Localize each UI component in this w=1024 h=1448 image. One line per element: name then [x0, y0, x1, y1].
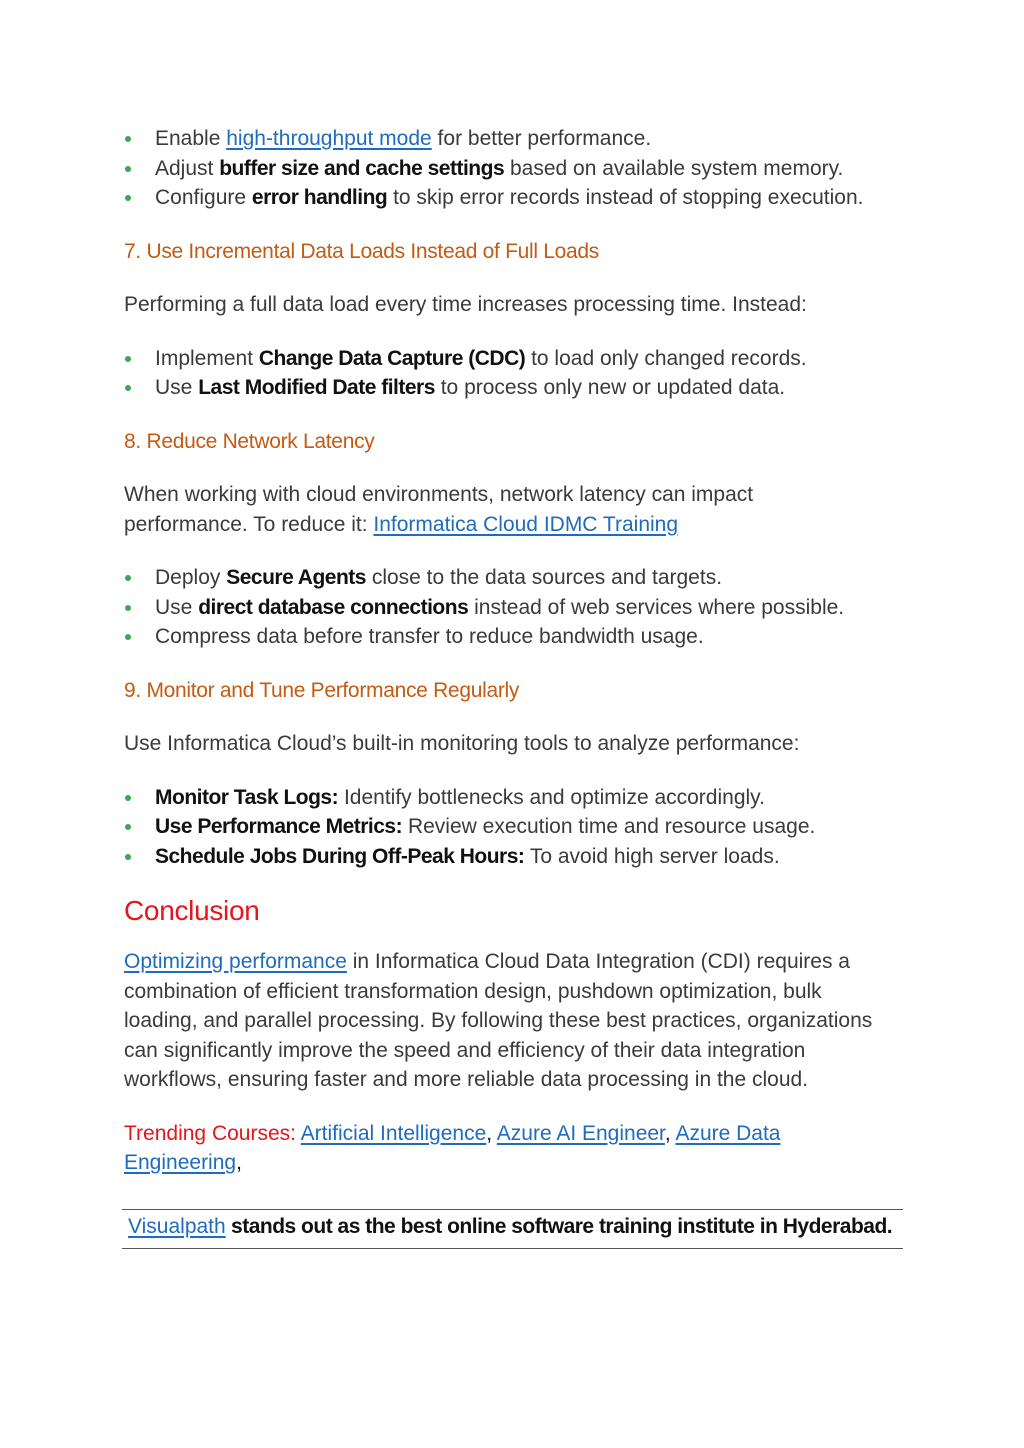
list-item	[124, 622, 904, 652]
bold-term: Secure Agents	[226, 566, 366, 589]
course-link-azure-data-engineering[interactable]: Azure Data	[675, 1121, 781, 1145]
optimizing-performance-link[interactable]: Optimizing performance	[124, 950, 347, 973]
list-item-text: To avoid high server loads.	[524, 844, 780, 868]
bold-term: direct database connections	[198, 595, 469, 619]
list-item	[124, 563, 904, 593]
trending-courses	[124, 1119, 904, 1178]
bullet-icon	[125, 385, 131, 391]
bullet-icon	[125, 605, 131, 611]
list-item-text: Configure	[155, 186, 252, 209]
list-item-text: for better performance.	[431, 127, 652, 150]
bullet-icon	[125, 166, 131, 172]
list-item-text: Review execution time and resource usage.	[402, 815, 816, 838]
list-item-text: to load only changed records.	[525, 346, 807, 370]
list-item	[124, 593, 904, 623]
footer-statement: stands out as the best online software training institute in Hyderabad.	[225, 1215, 893, 1238]
top-bullet-list	[124, 124, 904, 213]
section-8-bullet-list	[124, 563, 904, 652]
footer-banner	[122, 1209, 903, 1249]
course-link-artificial-intelligence[interactable]: Artificial Intelligence	[300, 1121, 487, 1145]
bullet-icon	[125, 136, 131, 142]
trending-courses-label: Trending Courses:	[124, 1121, 296, 1145]
intro-line: When working with cloud environments, network latency can impact	[124, 483, 754, 506]
section-8-intro	[124, 480, 904, 539]
footer-text	[128, 1212, 892, 1242]
paragraph-line: workflows, ensuring faster and more reliable data processing in the cloud.	[124, 1068, 809, 1091]
course-link-azure-data-engineering-cont[interactable]: Engineering	[124, 1151, 237, 1174]
section-9-intro: Use Informatica Cloud’s built-in monitoring tools to analyze performance:	[124, 732, 800, 755]
list-item	[124, 124, 904, 154]
bullet-icon	[125, 356, 131, 362]
list-item-text: Deploy	[155, 566, 227, 589]
bold-term: Last Modified Date filters	[198, 376, 435, 399]
list-item-text: instead of web services where possible.	[468, 595, 845, 619]
bold-term: Change Data Capture (CDC)	[258, 346, 526, 370]
section-7-bullet-list	[124, 344, 904, 403]
list-item-text: based on available system memory.	[504, 156, 844, 180]
list-item-text: to skip error records instead of stopping execution.	[387, 186, 864, 209]
intro-line: performance. To reduce it:	[124, 512, 374, 536]
list-item-text: Use	[155, 595, 199, 619]
separator: ,	[236, 1151, 242, 1174]
list-item-text: Implement	[155, 346, 259, 370]
high-throughput-mode-link[interactable]: high-throughput mode	[226, 127, 432, 150]
paragraph-line: can significantly improve the speed and efficiency of their data integration	[124, 1038, 806, 1062]
bold-term: Use Performance Metrics:	[155, 815, 403, 838]
bold-term: buffer size and cache settings	[219, 156, 505, 180]
list-item	[124, 842, 904, 872]
paragraph-line: loading, and parallel processing. By following these best practices, organizations	[124, 1009, 873, 1032]
bullet-icon	[125, 824, 131, 830]
list-item-text: Adjust	[155, 156, 220, 180]
list-item	[124, 783, 904, 813]
list-item-text: to process only new or updated data.	[434, 376, 786, 399]
bullet-icon	[125, 795, 131, 801]
list-item	[124, 812, 904, 842]
separator: ,	[664, 1121, 671, 1145]
bullet-icon	[125, 634, 131, 640]
conclusion-paragraph	[124, 947, 904, 1095]
list-item-text: close to the data sources and targets.	[365, 566, 723, 589]
section-8-heading: 8. Reduce Network Latency	[124, 429, 375, 453]
list-item	[124, 154, 904, 184]
paragraph-line: in Informatica Cloud Data Integration (CDI) requires a	[346, 950, 850, 973]
section-9-bullet-list	[124, 783, 904, 872]
list-item	[124, 344, 904, 374]
bullet-icon	[125, 854, 131, 860]
document-page	[124, 122, 904, 1178]
informatica-idmc-training-link[interactable]: Informatica Cloud IDMC Training	[373, 512, 679, 536]
bold-term: error handling	[251, 186, 388, 209]
course-link-azure-ai-engineer[interactable]: Azure AI Engineer	[496, 1121, 665, 1145]
list-item-text: Identify bottlenecks and optimize accordingly.	[338, 785, 765, 809]
section-7-intro: Performing a full data load every time increases processing time. Instead:	[124, 293, 807, 316]
section-9-heading: 9. Monitor and Tune Performance Regularly	[124, 678, 520, 702]
list-item	[124, 373, 904, 403]
list-item-text: Use	[155, 376, 199, 399]
list-item	[124, 183, 904, 213]
visualpath-link[interactable]: Visualpath	[128, 1215, 226, 1238]
separator: ,	[486, 1121, 493, 1145]
list-item-text: Compress data before transfer to reduce bandwidth usage.	[155, 625, 704, 648]
bullet-icon	[125, 575, 131, 581]
bullet-icon	[125, 195, 131, 201]
bold-term: Schedule Jobs During Off-Peak Hours:	[155, 844, 525, 868]
section-7-heading: 7. Use Incremental Data Loads Instead of Full Loads	[124, 239, 599, 263]
bold-term: Monitor Task Logs:	[155, 785, 339, 809]
list-item-text: Enable	[155, 127, 227, 150]
conclusion-heading: Conclusion	[124, 895, 260, 926]
paragraph-line: combination of efficient transformation design, pushdown optimization, bulk	[124, 979, 822, 1003]
